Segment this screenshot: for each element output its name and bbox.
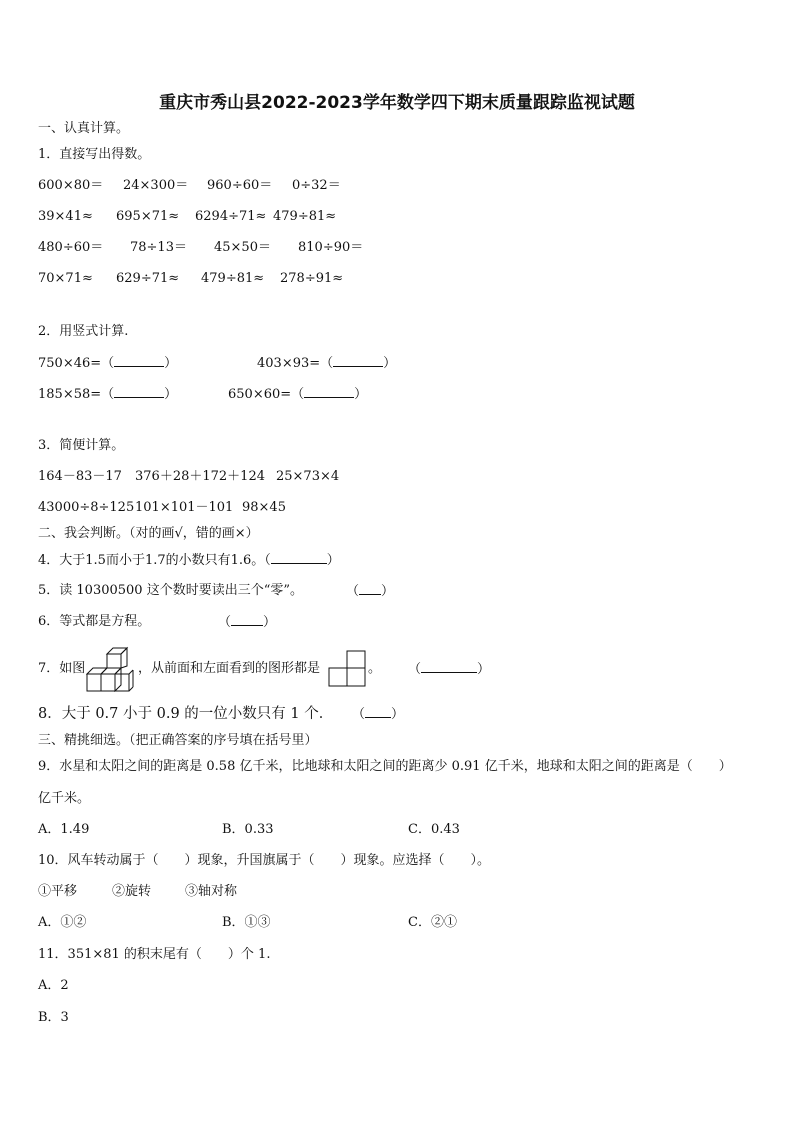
q6-text: 6．等式都是方程。 [38, 614, 151, 629]
q7-answer: （ ） [408, 662, 491, 677]
cube-face [115, 668, 121, 691]
q2-item-2: 403×93=（ ） [257, 356, 397, 371]
grid-square [347, 651, 365, 668]
q10-choice-3: ③轴对称 [185, 884, 238, 899]
page-title: 重庆市秀山县2022-2023学年数学四下期末质量跟踪监视试题 [159, 93, 635, 113]
section-2-heading: 二、我会判断。（对的画√，错的画×） [38, 526, 259, 541]
section-1-heading: 一、认真计算。 [38, 121, 130, 136]
q1-r3-c1: 480÷60＝ [38, 240, 104, 255]
q2-item-4-expr: 650×60=（ [228, 387, 305, 402]
q10-option-c[interactable]: C．②① [408, 915, 457, 930]
q3-r2-c2: 101×101－101 [135, 500, 234, 515]
q3-r1-c1: 164－83－17 [38, 469, 122, 484]
q1-r3-c2: 78÷13＝ [130, 240, 187, 255]
q1-r1-c4: 0÷32＝ [292, 178, 341, 193]
q6 [38, 613, 150, 631]
q10-choice-1: ①平移 [38, 884, 78, 899]
q5 [38, 582, 303, 600]
q1-r2-c2: 695×71≈ [116, 209, 180, 224]
q3-label: 3．简便计算。 [38, 438, 125, 453]
q2-item-2-expr: 403×93=（ [257, 356, 334, 371]
q1-label: 1．直接写出得数。 [38, 147, 151, 162]
q10-option-a[interactable]: A．①② [38, 915, 87, 930]
cube-stack-figure [86, 646, 134, 692]
cube-face [107, 654, 121, 668]
q6-answer: （ ） [218, 615, 277, 630]
answer-blank[interactable] [365, 705, 391, 718]
q7-prefix: 7．如图 [38, 661, 86, 676]
q3-r1-c3: 25×73×4 [276, 469, 340, 484]
q8-answer: （ ） [352, 707, 405, 722]
grid-square [347, 668, 365, 686]
q4: 4．大于1.5而小于1.7的小数只有1.6。（ ） [38, 553, 340, 568]
q11-text: 11．351×81 的积末尾有（ ）个 1. [38, 947, 271, 962]
answer-blank[interactable] [421, 660, 477, 673]
answer-blank[interactable] [271, 551, 327, 564]
q9-option-b[interactable]: B．0.33 [222, 822, 274, 837]
cube-face [87, 674, 101, 691]
q1-r3-c4: 810÷90＝ [298, 240, 364, 255]
q1-r2-c1: 39×41≈ [38, 209, 93, 224]
answer-blank[interactable] [359, 582, 381, 595]
answer-blank[interactable] [114, 385, 164, 398]
q2-item-3: 185×58=（ ） [38, 387, 178, 402]
q3-r2-c3: 98×45 [242, 500, 286, 515]
q2-item-1: 750×46=（ ） [38, 356, 178, 371]
grid-square [329, 668, 347, 686]
answer-blank[interactable] [114, 354, 164, 367]
cube-face [121, 648, 127, 668]
q1-r1-c3: 960÷60＝ [207, 178, 273, 193]
q9-text-line2: 亿千米。 [38, 791, 91, 806]
q9-text-line1: 9．水星和太阳之间的距离是 0.58 亿千米，比地球和太阳之间的距离少 0.91 亿千米，地球和太阳之间的距离是（ ） [38, 759, 732, 774]
q8 [38, 705, 333, 723]
q1-r2-c3: 6294÷71≈ [195, 209, 267, 224]
q5-text: 5．读 10300500 这个数时要读出三个“零”。 [38, 583, 303, 598]
q9-option-c[interactable]: C．0.43 [408, 822, 460, 837]
q7-suffix: 。 [368, 661, 382, 676]
q2-item-4: 650×60=（ ） [228, 387, 368, 402]
q4-text: 4．大于1.5而小于1.7的小数只有1.6。（ [38, 553, 271, 568]
q5-answer: （ ） [346, 584, 395, 599]
answer-blank[interactable] [231, 613, 263, 626]
q1-r1-c1: 600×80＝ [38, 178, 104, 193]
q1-r2-c4: 479÷81≈ [273, 209, 337, 224]
q1-r4-c1: 70×71≈ [38, 271, 93, 286]
q1-r1-c2: 24×300＝ [123, 178, 189, 193]
q1-r3-c3: 45×50＝ [214, 240, 271, 255]
q2-label: 2．用竖式计算. [38, 324, 129, 339]
q1-r4-c2: 629÷71≈ [116, 271, 180, 286]
q3-r2-c1: 43000÷8÷125 [38, 500, 135, 515]
answer-blank[interactable] [304, 385, 354, 398]
q1-r4-c4: 278÷91≈ [280, 271, 344, 286]
q10-option-b[interactable]: B．①③ [222, 915, 271, 930]
q3-r1-c2: 376＋28＋172＋124 [135, 469, 265, 484]
q8-text: 8．大于 0.7 小于 0.9 的一位小数只有 1 个． [38, 706, 334, 722]
q1-r4-c3: 479÷81≈ [201, 271, 265, 286]
section-3-heading: 三、精挑细选。（把正确答案的序号填在括号里） [38, 733, 318, 748]
q11-option-b[interactable]: B．3 [38, 1010, 69, 1025]
cube-face [101, 674, 115, 691]
q11-option-a[interactable]: A．2 [38, 978, 69, 993]
q2-item-1-expr: 750×46=（ [38, 356, 115, 371]
q7-middle: ，从前面和左面看到的图形都是 [138, 661, 321, 676]
q10-choice-2: ②旋转 [112, 884, 152, 899]
q9-option-a[interactable]: A．1.49 [38, 822, 90, 837]
q10-text: 10．风车转动属于（ ）现象，升国旗属于（ ）现象。应选择（ ）。 [38, 853, 491, 868]
view-grid-figure [328, 650, 368, 688]
q2-item-3-expr: 185×58=（ [38, 387, 115, 402]
answer-blank[interactable] [333, 354, 383, 367]
